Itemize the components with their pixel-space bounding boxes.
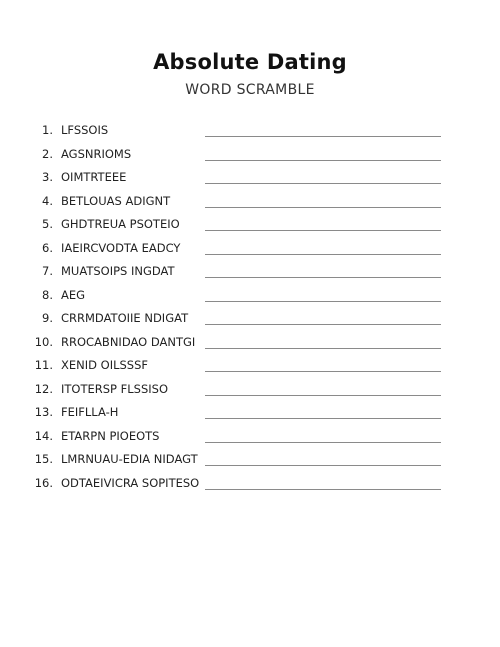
item-number: 3. bbox=[42, 170, 53, 184]
scrambled-word: RROCABNIDAO DANTGI bbox=[61, 334, 196, 349]
item-number: 6. bbox=[42, 240, 53, 255]
list-item bbox=[0, 119, 500, 143]
scrambled-word: MUATSOIPS INGDAT bbox=[61, 264, 175, 278]
scramble-list bbox=[0, 119, 500, 495]
answer-line[interactable] bbox=[205, 489, 441, 490]
scrambled-word: IAEIRCVODTA EADCY bbox=[61, 240, 181, 255]
item-number: 1. bbox=[42, 123, 53, 137]
list-item bbox=[0, 190, 500, 214]
scrambled-word: AGSNRIOMS bbox=[61, 146, 132, 161]
scrambled-word: CRRMDATOIIE NDIGAT bbox=[61, 311, 189, 325]
list-item bbox=[0, 448, 500, 472]
list-item bbox=[0, 472, 500, 496]
item-number: 13. bbox=[34, 405, 53, 419]
item-number: 16. bbox=[34, 475, 53, 490]
list-item bbox=[0, 425, 500, 449]
answer-line[interactable] bbox=[205, 230, 441, 231]
scrambled-word: GHDTREUA PSOTEIO bbox=[61, 217, 180, 231]
answer-line[interactable] bbox=[205, 418, 441, 419]
list-item bbox=[0, 143, 500, 167]
answer-line[interactable] bbox=[205, 371, 441, 372]
item-number: 2. bbox=[42, 146, 53, 161]
item-number: 8. bbox=[42, 287, 53, 302]
item-number: 4. bbox=[42, 193, 53, 208]
item-number: 14. bbox=[34, 428, 53, 443]
item-number: 12. bbox=[34, 381, 53, 396]
answer-line[interactable] bbox=[205, 277, 441, 278]
list-item bbox=[0, 331, 500, 355]
answer-line[interactable] bbox=[205, 254, 441, 255]
list-item bbox=[0, 401, 500, 425]
item-number: 9. bbox=[42, 311, 53, 325]
answer-line[interactable] bbox=[205, 183, 441, 184]
scrambled-word: AEG bbox=[61, 287, 86, 302]
list-item bbox=[0, 260, 500, 284]
answer-line[interactable] bbox=[205, 348, 441, 349]
scrambled-word: LMRNUAU-EDIA NIDAGT bbox=[61, 452, 198, 466]
scrambled-word: BETLOUAS ADIGNT bbox=[61, 193, 171, 208]
list-item bbox=[0, 378, 500, 402]
item-number: 15. bbox=[34, 452, 53, 466]
list-item bbox=[0, 213, 500, 237]
scrambled-word: XENID OILSSSF bbox=[61, 358, 149, 372]
answer-line[interactable] bbox=[205, 442, 441, 443]
scrambled-word: ETARPN PIOEOTS bbox=[61, 428, 160, 443]
answer-line[interactable] bbox=[205, 301, 441, 302]
answer-line[interactable] bbox=[205, 324, 441, 325]
worksheet-title: Absolute Dating bbox=[153, 50, 347, 74]
answer-line[interactable] bbox=[205, 395, 441, 396]
answer-line[interactable] bbox=[205, 136, 441, 137]
item-number: 10. bbox=[34, 334, 53, 349]
scrambled-word: OIMTRTEEE bbox=[61, 170, 127, 184]
list-item bbox=[0, 166, 500, 190]
scrambled-word: LFSSOIS bbox=[61, 123, 109, 137]
item-number: 7. bbox=[42, 264, 53, 278]
answer-line[interactable] bbox=[205, 207, 441, 208]
item-number: 11. bbox=[34, 358, 53, 372]
scrambled-word: ODTAEIVICRA SOPITESO bbox=[61, 475, 200, 490]
worksheet-subtitle: WORD SCRAMBLE bbox=[185, 82, 315, 98]
list-item bbox=[0, 237, 500, 261]
scrambled-word: FEIFLLA-H bbox=[61, 405, 119, 419]
list-item bbox=[0, 354, 500, 378]
list-item bbox=[0, 284, 500, 308]
scrambled-word: ITOTERSP FLSSISO bbox=[61, 381, 169, 396]
answer-line[interactable] bbox=[205, 160, 441, 161]
answer-line[interactable] bbox=[205, 465, 441, 466]
list-item bbox=[0, 307, 500, 331]
item-number: 5. bbox=[42, 217, 53, 231]
